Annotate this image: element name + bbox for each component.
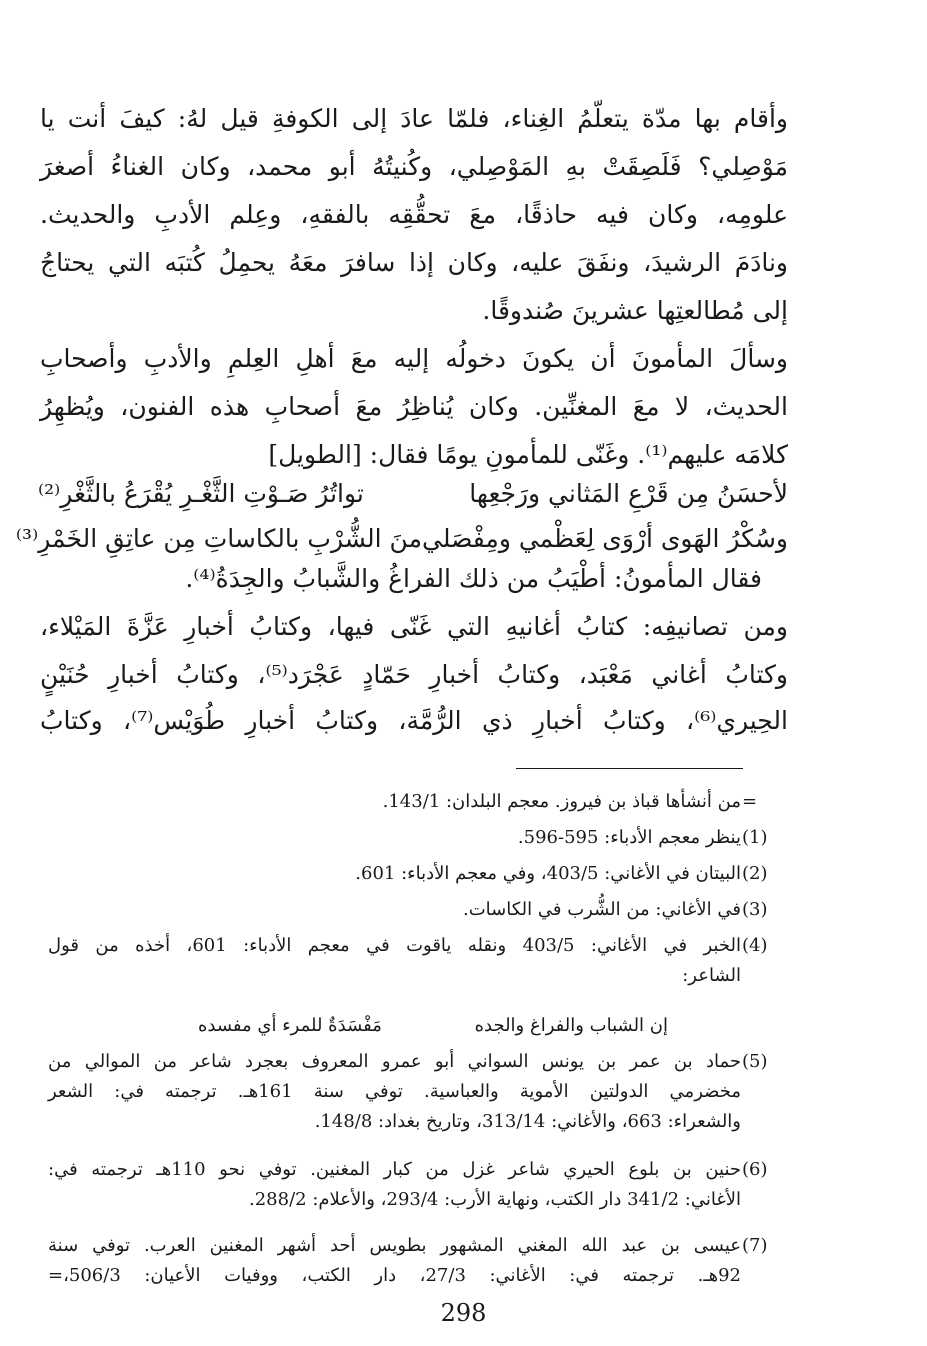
footnote-marker: (2)	[742, 863, 768, 884]
footnote-marker: (5)	[742, 1051, 768, 1072]
footnote-line: مخضرمي الدولتين الأموية والعباسية. توفي سنة 161هـ. ترجمته في: الشعر	[48, 1081, 741, 1102]
footnote-line: في الأغاني: من الشُّرب في الكاسات.	[463, 899, 741, 920]
footnote-line: والشعراء: 663، والأغاني: 313/14، وتاريخ بغداد: 148/8.	[314, 1111, 741, 1132]
footnote-line: حماد بن عمر بن يونس السواني أبو عمرو المعروف بعجرد شاعر من الموالي من	[48, 1051, 741, 1072]
footnote-line: 92هـ. ترجمته في: الأغاني: 27/3، دار الكتب، ووفيات الأعيان: 506/3،=	[48, 1265, 741, 1286]
verse-second-hemistich: مَفْسَدَةٌ للمرء أي مفسده	[198, 1015, 382, 1036]
footnote-line: ينظر معجم الأدباء: 595-596.	[517, 827, 741, 848]
verse-second-hemistich: منَ الشُّرْبِ بالكاساتِ مِن عاتِقِ الخَمْرِ⁽³⁾	[15, 524, 422, 553]
verse-first-hemistich: وسُكْرُ الهَوى أرْوَى لِعَظْمي ومِفْصَلي	[421, 524, 788, 553]
page-number: 298	[440, 1299, 487, 1327]
text-line: فقال المأمونُ: أطْيَبُ من ذلك الفراغُ والشَّبابُ والجِدَةُ⁽⁴⁾.	[185, 564, 762, 593]
text-line: كلامَه عليهم⁽¹⁾. وغَنّى للمأمونِ يومًا فقال: [الطويل]	[268, 440, 788, 469]
text-line: مَوْصِلي؟ فَلَصِقَتْ بهِ المَوْصِلي، وكُنيتُهُ أبو محمد، وكان الغناءُ أصغرَ	[40, 152, 788, 181]
footnote-marker: (1)	[742, 827, 768, 848]
footnote-marker: (7)	[742, 1235, 768, 1256]
footnote-marker: =	[742, 791, 758, 812]
text-line: إلى مُطالعتِها عشرينَ صُندوقًا.	[482, 296, 788, 325]
verse-first-hemistich: لأحسَنُ مِن قَرْعِ المَثاني ورَجْعِها	[469, 479, 788, 508]
text-line: ومن تصانيفِه: كتابُ أغانيهِ التي غَنّى فيها، وكتابُ أخبارِ عَزَّةَ المَيْلاء،	[40, 612, 788, 641]
footnote-separator	[516, 768, 743, 769]
text-line: الحديث، لا معَ المغنِّين. وكان يُناظِرُ معَ أصحابِ هذه الفنون، ويُظهِرُ	[40, 392, 788, 421]
text-line: وسألَ المأمونَ أن يكونَ دخولُه إليه معَ أهلِ العِلمِ والأدبِ وأصحابِ	[40, 344, 788, 373]
text-line: وكتابُ أغاني مَعْبَد، وكتابُ أخبارِ حَمّادٍ عَجْرَد⁽⁵⁾، وكتابُ أخبارِ حُنَيْنٍ	[40, 660, 788, 689]
text-line: وأقام بها مدّة يتعلّمُ الغِناء، فلمّا عادَ إلى الكوفةِ قيل لهُ: كيفَ أنت يا	[40, 104, 788, 133]
footnote-marker: (6)	[742, 1159, 768, 1180]
footnote-line: من أنشأها قباذ بن فيروز. معجم البلدان: 143/1.	[382, 791, 741, 812]
footnote-marker: (4)	[742, 935, 768, 956]
text-line: ونادَمَ الرشيدَ، ونفَقَ عليه، وكان إذا سافرَ معَهُ يحمِلُ كُتبَه التي يحتاجُ	[40, 248, 788, 277]
footnote-marker: (3)	[742, 899, 768, 920]
footnote-line: حنين بن بلوع الحيري شاعر غزل من كبار المغنين. توفي نحو 110هـ ترجمته في:	[48, 1159, 742, 1180]
text-line: الحِيري⁽⁶⁾، وكتابُ أخبارِ ذي الرُّمَّة، وكتابُ أخبارِ طُوَيْس⁽⁷⁾، وكتابُ	[40, 706, 788, 735]
footnote-line: الخبر في الأغاني: 403/5 ونقله ياقوت في معجم الأدباء: 601، أخذه من قول	[48, 935, 742, 956]
poem-verse	[38, 470, 788, 518]
verse-second-hemistich: تواتُرُ صَـوْتِ الثَّغْـرِ يُقْرَعُ بالثَّغْرِ⁽²⁾	[38, 479, 364, 508]
footnote-verse	[198, 1012, 668, 1040]
footnote-line: الأغاني: 341/2 دار الكتب، ونهاية الأرب: 293/4، والأعلام: 288/2.	[248, 1189, 741, 1210]
footnote-line: عيسى بن عبد الله المغني المشهور بطويس أحد أشهر المغنين العرب. توفي سنة	[48, 1235, 741, 1256]
verse-first-hemistich: إن الشباب والفراغ والجده	[474, 1015, 668, 1036]
footnote-line: الشاعر:	[682, 965, 741, 986]
text-line: علومِه، وكان فيه حاذقًا، معَ تحقُّقِه بالفقهِ، وعِلم الأدبِ والحديث.	[40, 200, 788, 229]
footnote-line: البيتان في الأغاني: 403/5، وفي معجم الأدباء: 601.	[355, 863, 741, 884]
